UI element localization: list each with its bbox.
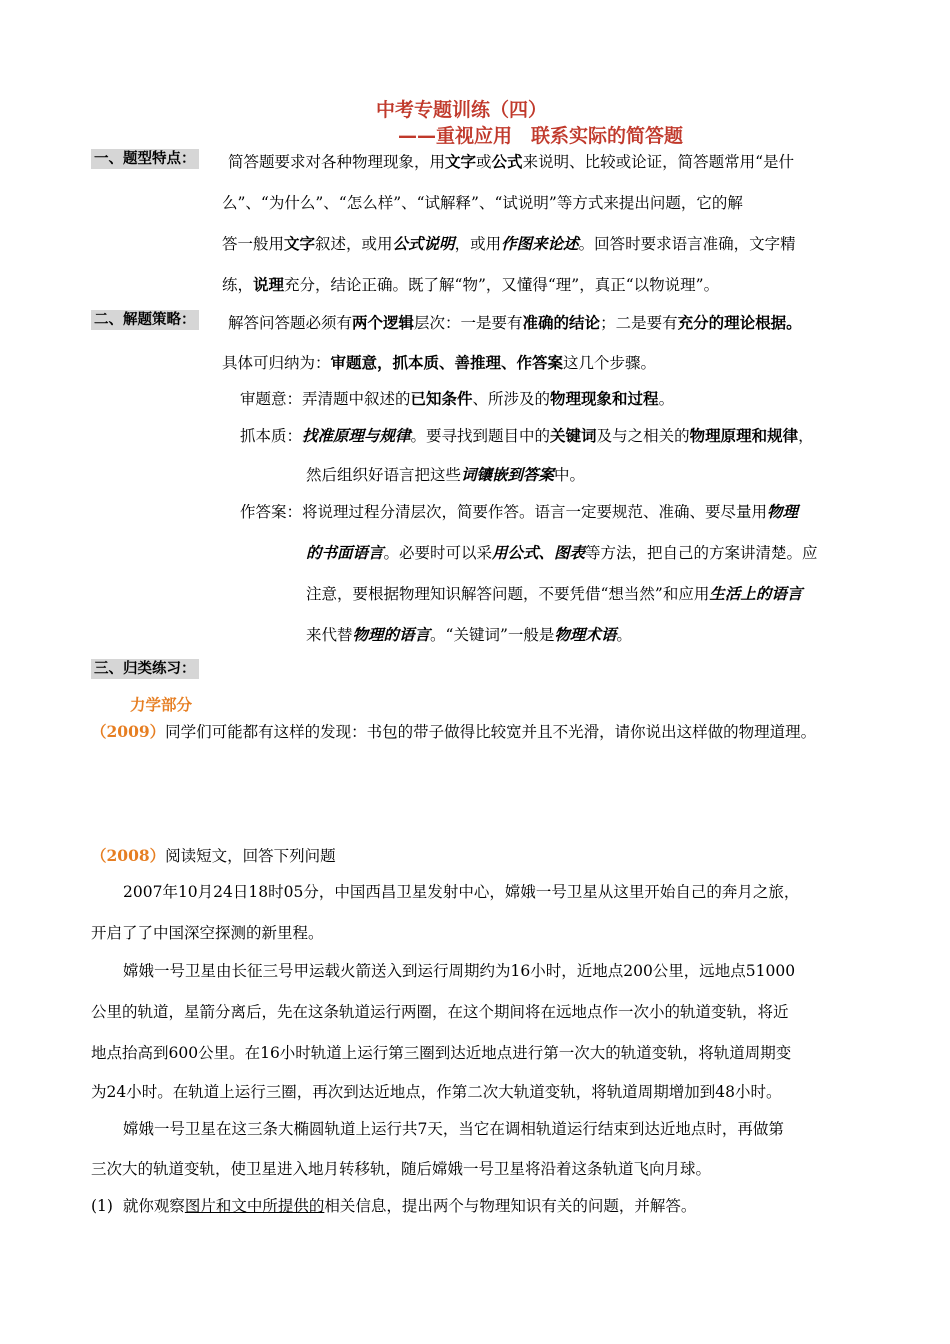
passage-p2-line-3: 地点抬高到600公里。在16小时轨道上运行第三圈到达近地点进行第一次大的轨道变轨，将轨道周期变 <box>91 1044 792 1062</box>
passage-p2-line-4: 为24小时。在轨道上运行三圈，再次到达近地点，作第二次大轨道变轨，将轨道周期增加到48小时。 <box>91 1083 782 1101</box>
passage-p2-line-2: 公里的轨道，星箭分离后，先在这条轨道运行两圈，在这个期间将在远地点作一次小的轨道变轨，将近 <box>91 1003 789 1021</box>
section-2-label: 二、解题策略： <box>91 310 199 330</box>
passage-p2-line-1: 嫦娥一号卫星由长征三号甲运载火箭送入到运行周期约为16小时，近地点200公里，远地点51000 <box>123 962 796 980</box>
sec1-line-2: 么”、“为什么”、“怎么样”、“试解释”、“试说明”等方式来提出问题，它的解 <box>222 194 743 212</box>
passage-p3-line-1: 嫦娥一号卫星在这三条大椭圆轨道上运行共7天，当它在调相轨道运行结束到达近地点时，再做第 <box>123 1120 784 1138</box>
sec1-line-3: 答一般用文字叙述，或用公式说明，或用作图来论述。回答时要求语言准确，文字精 <box>222 234 796 253</box>
step-answer: 作答案：将说理过程分清层次，简要作答。语言一定要规范、准确、要尽量用物理 <box>240 502 799 521</box>
passage-p1-line-1: 2007年10月24日18时05分，中国西昌卫星发射中心，嫦娥一号卫星从这里开始自己的奔月之旅， <box>123 883 800 901</box>
question-item-1: (1) 就你观察图片和文中所提供的相关信息，提出两个与物理知识有关的问题，并解答。 <box>91 1197 697 1215</box>
step-essence: 抓本质：找准原理与规律。要寻找到题目中的关键词及与之相关的物理原理和规律， <box>240 426 814 445</box>
sec1-line-4: 练，说理充分，结论正确。既了解“物”，又懂得“理”，真正“以物说理”。 <box>222 275 720 294</box>
step-essence-cont: 然后组织好语言把这些词镶嵌到答案中。 <box>306 465 586 484</box>
step-answer-line-2: 的书面语言。必要时可以采用公式、图表等方法，把自己的方案讲清楚。应 <box>306 543 818 562</box>
passage-p3-line-2: 三次大的轨道变轨，使卫星进入地月转移轨，随后嫦娥一号卫星将沿着这条轨道飞向月球。 <box>91 1160 712 1178</box>
step-answer-line-3: 注意，要根据物理知识解答问题，不要凭借“想当然”和应用生活上的语言 <box>306 584 803 603</box>
step-review: 审题意：弄清题中叙述的已知条件、所涉及的物理现象和过程。 <box>240 389 675 408</box>
sec2-line-2: 具体可归纳为：审题意，抓本质、善推理、作答案这几个步骤。 <box>222 353 657 372</box>
subsection-mechanics: 力学部分 <box>130 696 193 714</box>
page-subtitle: ——重视应用 联系实际的简答题 <box>398 125 684 147</box>
page-title: 中考专题训练（四） <box>376 99 548 121</box>
sec1-line-1: 简答题要求对各种物理现象，用文字或公式来说明、比较或论证，简答题常用“是什 <box>228 152 794 171</box>
section-3-label: 三、归类练习： <box>91 659 199 679</box>
step-answer-line-4: 来代替物理的语言。“关键词”一般是物理术语。 <box>306 625 632 644</box>
sec2-line-1: 解答问答题必须有两个逻辑层次：一是要有准确的结论；二是要有充分的理论根据。 <box>228 313 802 332</box>
passage-p1-line-2: 开启了了中国深空探测的新里程。 <box>91 924 324 942</box>
section-1-label: 一、题型特点： <box>91 149 199 169</box>
question-2008: （2008）阅读短文，回答下列问题 <box>91 846 336 865</box>
question-2009: （2009）同学们可能都有这样的发现：书包的带子做得比较宽并且不光滑，请你说出这样做的物理道理。 <box>91 722 817 741</box>
